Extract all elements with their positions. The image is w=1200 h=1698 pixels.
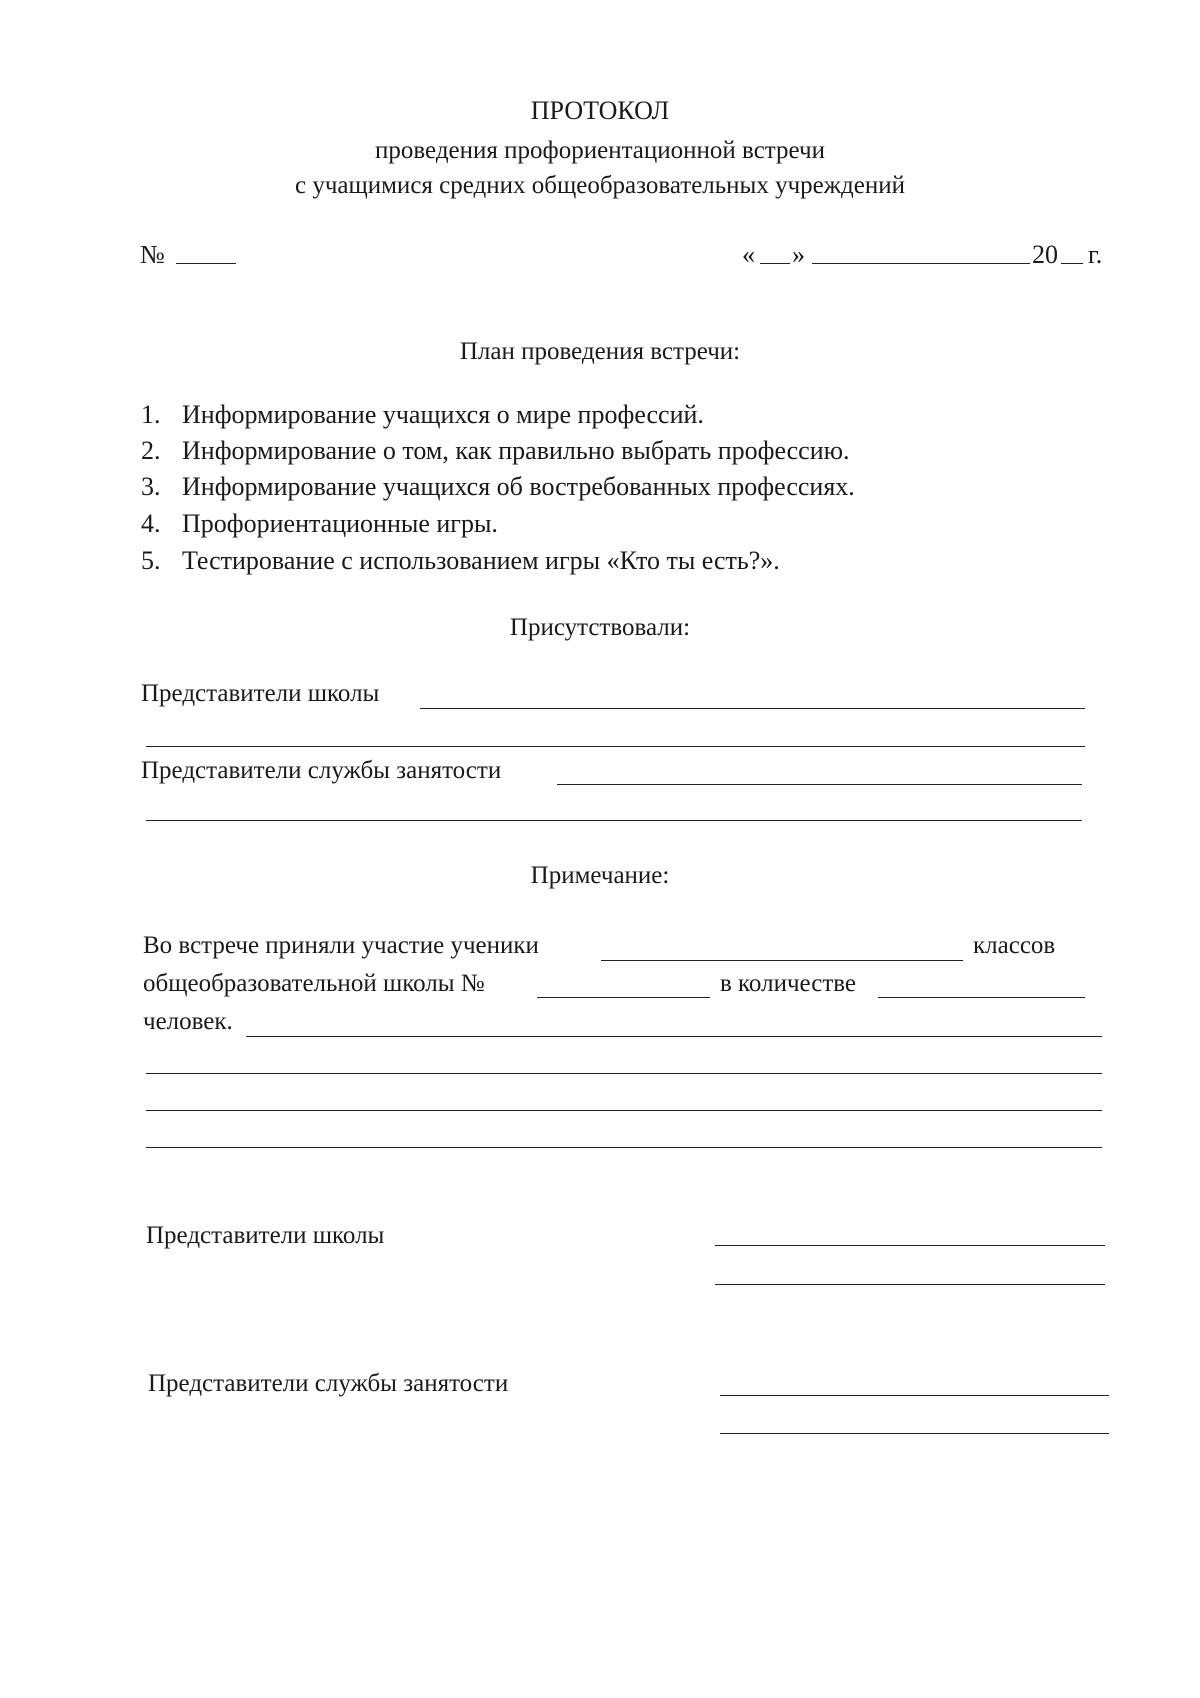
- signature-school-reps-field-1[interactable]: [715, 1245, 1105, 1246]
- note-count-field[interactable]: [878, 997, 1085, 998]
- date-quote-open: «: [742, 240, 755, 269]
- date-year-field[interactable]: [1061, 263, 1083, 264]
- plan-item-5-text: Тестирование с использованием игры «Кто ты есть?».: [182, 546, 780, 575]
- plan-item-4-number: 4.: [141, 509, 161, 538]
- date-month-field[interactable]: [812, 263, 1030, 264]
- plan-item-3-number: 3.: [141, 472, 161, 501]
- note-text-field-1[interactable]: [246, 1036, 1102, 1037]
- note-line2-part2: в количестве: [720, 970, 857, 997]
- signature-employment-reps-label: Представители службы занятости: [148, 1370, 509, 1397]
- plan-item-2-number: 2.: [141, 436, 161, 465]
- date-quote-close: »: [792, 240, 805, 269]
- attendance-employment-reps-label: Представители службы занятости: [141, 757, 502, 784]
- note-heading: Примечание:: [530, 862, 670, 889]
- note-text-field-3[interactable]: [146, 1110, 1102, 1111]
- signature-employment-reps-field-1[interactable]: [720, 1395, 1109, 1396]
- note-line1-part2: классов: [973, 932, 1056, 959]
- protocol-number-label: №: [140, 240, 165, 269]
- date-day-field[interactable]: [760, 263, 790, 264]
- date-year-suffix: г.: [1088, 240, 1103, 269]
- note-text-field-4[interactable]: [146, 1147, 1102, 1148]
- protocol-number-field[interactable]: [176, 263, 236, 264]
- date-year-prefix: 20: [1032, 240, 1058, 269]
- plan-item-1-number: 1.: [141, 400, 161, 429]
- plan-item-2-text: Информирование о том, как правильно выбрать профессию.: [182, 436, 850, 465]
- signature-school-reps-label: Представители школы: [146, 1222, 385, 1249]
- note-line3-label: человек.: [143, 1008, 233, 1035]
- attendance-school-reps-extra-line[interactable]: [146, 746, 1085, 747]
- attendance-employment-reps-field[interactable]: [557, 784, 1082, 785]
- document-subtitle-2: с учащимися средних общеобразовательных учреждений: [294, 172, 906, 199]
- attendance-school-reps-field[interactable]: [420, 708, 1085, 709]
- attendance-school-reps-label: Представители школы: [141, 680, 380, 707]
- signature-school-reps-field-2[interactable]: [715, 1284, 1105, 1285]
- plan-item-3-text: Информирование учащихся об востребованных профессиях.: [182, 472, 855, 501]
- note-text-field-2[interactable]: [146, 1073, 1102, 1074]
- note-line1-part1: Во встрече приняли участие ученики: [143, 932, 539, 959]
- note-line2-part1: общеобразовательной школы №: [143, 970, 485, 997]
- document-title: ПРОТОКОЛ: [530, 96, 670, 125]
- plan-item-5-number: 5.: [141, 546, 161, 575]
- signature-employment-reps-field-2[interactable]: [720, 1433, 1109, 1434]
- plan-heading: План проведения встречи:: [459, 338, 741, 365]
- plan-item-4-text: Профориентационные игры.: [182, 509, 498, 538]
- document-subtitle-1: проведения профориентационной встречи: [375, 137, 825, 164]
- note-school-number-field[interactable]: [537, 997, 710, 998]
- attendance-employment-reps-extra-line[interactable]: [146, 820, 1082, 821]
- note-classes-field[interactable]: [601, 960, 963, 961]
- plan-item-1-text: Информирование учащихся о мире профессий.: [182, 400, 704, 429]
- attendance-heading: Присутствовали:: [509, 614, 691, 641]
